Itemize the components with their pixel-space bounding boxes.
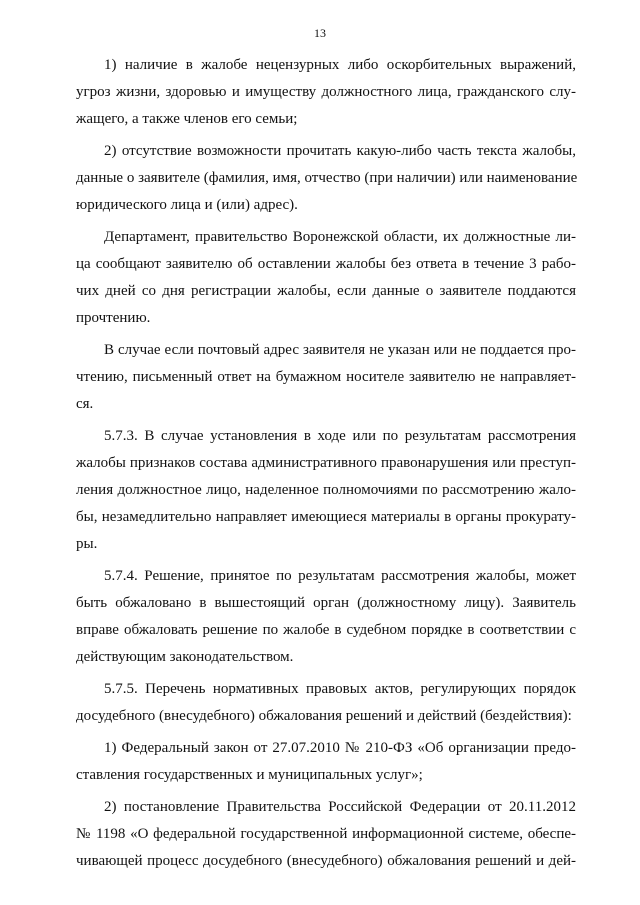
paragraph bbox=[76, 52, 576, 133]
paragraph-line: вправе обжаловать решение по жалобе в судебном порядке в соответствии с bbox=[76, 622, 576, 638]
paragraph bbox=[76, 224, 576, 332]
paragraph-line: чивающей процесс досудебного (внесудебного) обжалования решений и дей- bbox=[76, 853, 576, 869]
page-number: 13 bbox=[314, 26, 326, 40]
paragraph-line: бы, незамедлительно направляет имеющиеся материалы в органы прокурату- bbox=[76, 509, 576, 525]
paragraph-line: ся. bbox=[76, 396, 94, 412]
paragraph-line: данные о заявителе (фамилия, имя, отчество (при наличии) или наименование bbox=[76, 170, 578, 186]
paragraph-line: ца сообщают заявителю об оставлении жалобы без ответа в течение 3 рабо- bbox=[76, 256, 576, 272]
paragraph-line: чих дней со дня регистрации жалобы, если данные о заявителе поддаются bbox=[76, 283, 576, 299]
paragraph-line: 2) постановление Правительства Российской Федерации от 20.11.2012 bbox=[104, 799, 576, 815]
paragraph-line: чтению, письменный ответ на бумажном носителе заявителю не направляет- bbox=[76, 369, 576, 385]
paragraph bbox=[76, 138, 576, 219]
paragraph-line: В случае если почтовый адрес заявителя не указан или не поддается про- bbox=[104, 342, 576, 358]
paragraph-line: ры. bbox=[76, 536, 98, 552]
paragraph-line: 5.7.3. В случае установления в ходе или по результатам рассмотрения bbox=[104, 428, 576, 444]
paragraph-line: действующим законодательством. bbox=[76, 649, 294, 665]
paragraph-line: быть обжаловано в вышестоящий орган (должностному лицу). Заявитель bbox=[76, 595, 576, 611]
paragraph-line: угроз жизни, здоровью и имуществу должностного лица, гражданского слу- bbox=[76, 84, 576, 100]
paragraph-line: 1) наличие в жалобе нецензурных либо оскорбительных выражений, bbox=[104, 57, 576, 73]
document-body bbox=[76, 52, 576, 880]
paragraph-line: жащего, а также членов его семьи; bbox=[76, 111, 298, 127]
paragraph-line: жалобы признаков состава административного правонарушения или преступ- bbox=[76, 455, 576, 471]
paragraph bbox=[76, 337, 576, 418]
paragraph bbox=[76, 794, 576, 875]
paragraph bbox=[76, 735, 576, 789]
paragraph-line: 5.7.5. Перечень нормативных правовых актов, регулирующих порядок bbox=[104, 681, 576, 697]
paragraph bbox=[76, 563, 576, 671]
paragraph-line: юридического лица и (или) адрес). bbox=[76, 197, 298, 213]
paragraph-line: Департамент, правительство Воронежской области, их должностные ли- bbox=[104, 229, 576, 245]
paragraph-line: 2) отсутствие возможности прочитать какую-либо часть текста жалобы, bbox=[104, 143, 576, 159]
paragraph-line: ления должностное лицо, наделенное полномочиями по рассмотрению жало- bbox=[76, 482, 576, 498]
paragraph-line: досудебного (внесудебного) обжалования решений и действий (бездействия): bbox=[76, 708, 572, 724]
paragraph-line: 5.7.4. Решение, принятое по результатам рассмотрения жалобы, может bbox=[104, 568, 576, 584]
paragraph bbox=[76, 423, 576, 558]
paragraph bbox=[76, 676, 576, 730]
paragraph-line: № 1198 «О федеральной государственной информационной системе, обеспе- bbox=[76, 826, 576, 842]
paragraph-line: 1) Федеральный закон от 27.07.2010 № 210-ФЗ «Об организации предо- bbox=[104, 740, 576, 756]
paragraph-line: ставления государственных и муниципальных услуг»; bbox=[76, 767, 423, 783]
paragraph-line: прочтению. bbox=[76, 310, 151, 326]
